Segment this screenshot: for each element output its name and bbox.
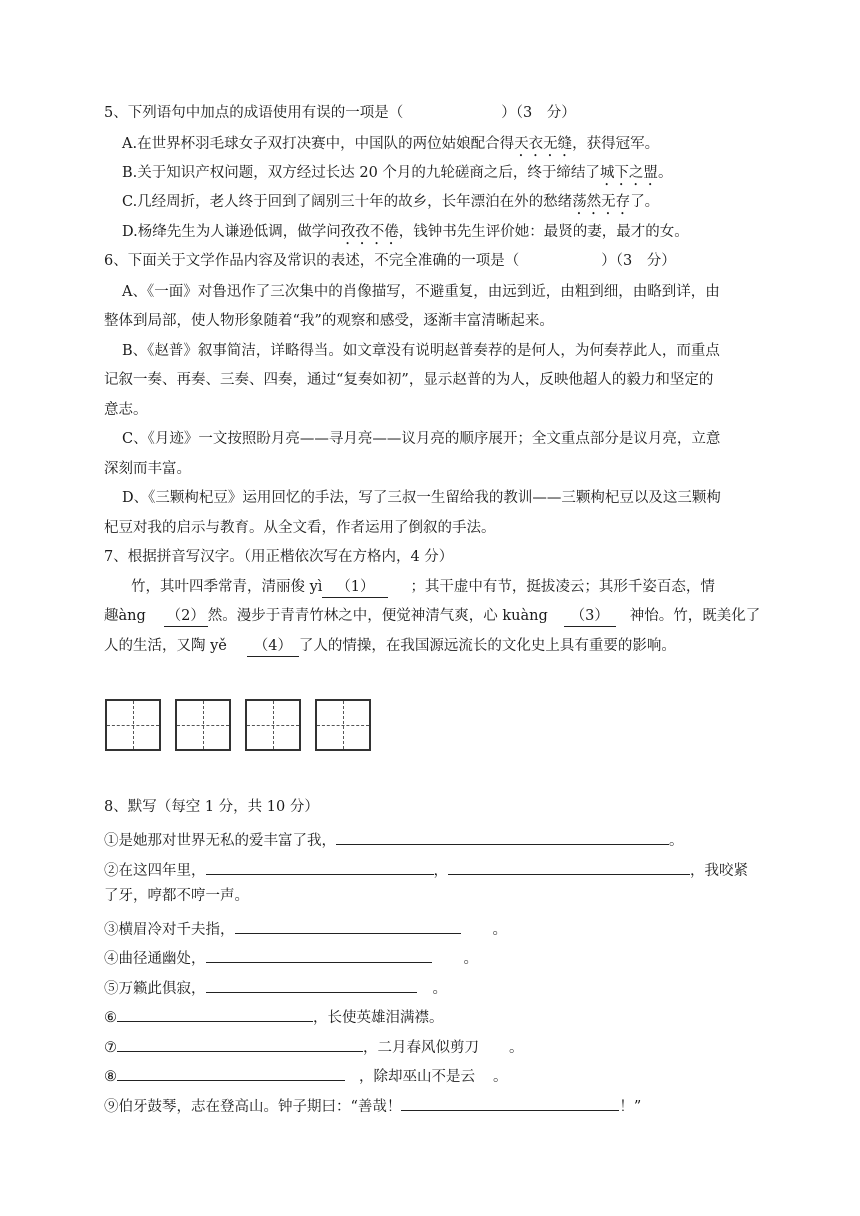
q6-option-a-line2: 整体到局部，使人物形象随着“我”的观察和感受，逐渐丰富清晰起来。 <box>104 313 554 329</box>
q8-item-9-text: ⑨伯牙鼓琴，志在登高山。钟子期曰：“善哉！ <box>104 1099 402 1115</box>
writing-grid-4[interactable] <box>315 699 371 751</box>
q7-blank-2[interactable]: （2） <box>164 606 208 627</box>
q8-item-4-end: 。 <box>463 951 478 967</box>
q5-score: ）（3 分） <box>501 105 576 121</box>
q6-option-b-line3: 意志。 <box>104 402 148 418</box>
q7-l2-text-3: 神怡。竹，既美化了 <box>629 608 761 624</box>
q7-blank-1[interactable]: （1） <box>322 577 388 598</box>
q8-item-6-text: ，长使英雄泪满襟。 <box>313 1010 444 1026</box>
q5-option-c <box>122 192 659 218</box>
q8-item-3 <box>104 916 507 940</box>
q8-blank-2b[interactable] <box>448 857 690 875</box>
q5-option-a <box>122 134 659 160</box>
q8-item-9-end: ！” <box>619 1099 642 1115</box>
q5-b-text: B.关于知识产权问题，双方经过长达 20 个月的九轮磋商之后，终于缔结了 <box>122 165 600 181</box>
q6-score: ）（3 分） <box>601 253 676 269</box>
q8-blank-4[interactable] <box>206 945 432 963</box>
q7-stem: 7、根据拼音写汉字。（用正楷依次写在方格内，4 分） <box>104 549 454 565</box>
q7-l2-text: 趣àng <box>104 608 146 624</box>
q5-d-text: D.杨绛先生为人谦逊低调，做学问 <box>122 224 341 240</box>
q8-item-5-text: ⑤万籁此俱寂， <box>104 981 206 997</box>
q8-item-2 <box>104 857 748 881</box>
q7-passage-line3 <box>104 636 676 657</box>
q6-option-c-line1: C、《月迹》一文按照盼月亮——寻月亮——议月亮的顺序展开；全文重点部分是议月亮，立意 <box>122 431 721 447</box>
q7-l3-text-2: 了人的情操，在我国源远流长的文化史上具有重要的影响。 <box>298 638 676 654</box>
q8-blank-3[interactable] <box>235 916 461 934</box>
q8-item-9 <box>104 1093 641 1117</box>
q5-d-end: ，钱钟书先生评价她：最贤的妻，最才的女。 <box>398 224 689 240</box>
q8-stem: 8、默写（每空 1 分，共 10 分） <box>104 799 319 815</box>
q8-item-5-end: 。 <box>432 981 447 997</box>
q8-item-7 <box>104 1034 524 1058</box>
q5-c-text: C.几经周折，老人终于回到了阔别三十年的故乡，长年漂泊在外的愁绪 <box>122 194 573 210</box>
q7-l2-text-2: 然。漫步于青青竹林之中，便觉神清气爽，心 kuàng <box>207 608 548 624</box>
q8-blank-7[interactable] <box>117 1034 363 1052</box>
q8-item-2-comma: ， <box>433 863 448 879</box>
q6-option-a-line1: A、《一面》对鲁迅作了三次集中的肖像描写，不避重复，由远到近，由粗到细，由略到详，由 <box>122 284 720 300</box>
q6-stem <box>104 251 676 271</box>
q8-item-1 <box>104 827 684 851</box>
q7-passage-line2 <box>104 606 760 627</box>
writing-grid-1[interactable] <box>105 699 161 751</box>
q8-item-8 <box>104 1063 508 1087</box>
q7-l3-text: 人的生活，又陶 yě <box>104 638 227 654</box>
q8-item-4-text: ④曲径通幽处， <box>104 951 206 967</box>
q8-item-2-end: ，我咬紧 <box>690 863 748 879</box>
q5-a-text: A.在世界杯羽毛球女子双打决赛中，中国队的两位姑娘配合得 <box>122 136 515 152</box>
q8-item-7-text: ，二月春风似剪刀 <box>363 1040 479 1056</box>
q7-passage-line1 <box>131 577 715 598</box>
q8-item-3-end: 。 <box>492 922 507 938</box>
q7-blank-3[interactable]: （3） <box>564 606 616 627</box>
q6-option-c-line2: 深刻而丰富。 <box>104 461 191 477</box>
q5-c-end: 了。 <box>630 194 660 210</box>
q5-a-end: ，获得冠军。 <box>572 136 660 152</box>
writing-grid-2[interactable] <box>175 699 231 751</box>
q8-item-4 <box>104 945 478 969</box>
q6-option-d-line1: D、《三颗枸杞豆》运用回忆的手法，写了三叔一生留给我的教训——三颗枸杞豆以及这三颗枸 <box>122 490 721 506</box>
q5-stem <box>104 103 576 123</box>
q8-item-1-text: ①是她那对世界无私的爱丰富了我， <box>104 833 336 849</box>
q8-item-8-end: 。 <box>493 1069 508 1085</box>
q8-item-1-end: 。 <box>669 833 684 849</box>
q5-b-idiom: 城下之盟 <box>599 165 658 181</box>
q5-a-idiom: 天衣无缝 <box>514 136 573 152</box>
q5-stem-text: 5、下列语句中加点的成语使用有误的一项是（ <box>104 105 404 121</box>
q5-c-idiom: 荡然无存 <box>572 194 631 210</box>
q7-l1-text: 竹，其叶四季常青，清丽俊 yì <box>131 579 323 595</box>
q7-l1-text-2: ；其干虚中有节，挺拔凌云；其形千姿百态，情 <box>410 579 715 595</box>
q5-option-b <box>122 163 672 189</box>
q6-stem-text: 6、下面关于文学作品内容及常识的表述，不完全准确的一项是（ <box>104 253 520 269</box>
q6-option-d-line2: 杞豆对我的启示与教育。从全文看，作者运用了倒叙的手法。 <box>104 520 496 536</box>
q8-item-2-cont: 了牙，哼都不哼一声。 <box>104 888 249 904</box>
q8-blank-9[interactable] <box>401 1093 619 1111</box>
q8-item-7-num: ⑦ <box>104 1040 117 1056</box>
q6-option-b-line1: B、《赵普》叙事简洁，详略得当。如文章没有说明赵普奏荐的是何人，为何奏荐此人，而重点 <box>122 343 720 359</box>
q8-blank-8[interactable] <box>117 1063 345 1081</box>
q8-item-7-end: 。 <box>509 1040 524 1056</box>
q8-item-8-text: ，除却巫山不是云 <box>359 1069 475 1085</box>
q8-item-5 <box>104 975 447 999</box>
q8-item-2-text: ②在这四年里， <box>104 863 206 879</box>
q8-item-8-num: ⑧ <box>104 1069 117 1085</box>
writing-grid-3[interactable] <box>245 699 301 751</box>
q7-blank-4[interactable]: （4） <box>247 636 299 657</box>
q8-blank-1[interactable] <box>336 827 669 845</box>
q8-blank-6[interactable] <box>117 1004 313 1022</box>
q5-d-idiom: 孜孜不倦 <box>340 224 399 240</box>
q5-option-d <box>122 222 689 248</box>
q5-b-end: 。 <box>657 165 673 181</box>
q8-item-6-num: ⑥ <box>104 1010 117 1026</box>
q6-option-b-line2: 记叙一奏、再奏、三奏、四奏，通过“复奏如初”，显示赵普的为人，反映他超人的毅力和坚定的 <box>104 372 714 388</box>
q8-blank-5[interactable] <box>206 975 417 993</box>
q8-blank-2a[interactable] <box>206 857 434 875</box>
q8-item-6 <box>104 1004 444 1028</box>
q8-item-3-text: ③横眉冷对千夫指， <box>104 922 235 938</box>
